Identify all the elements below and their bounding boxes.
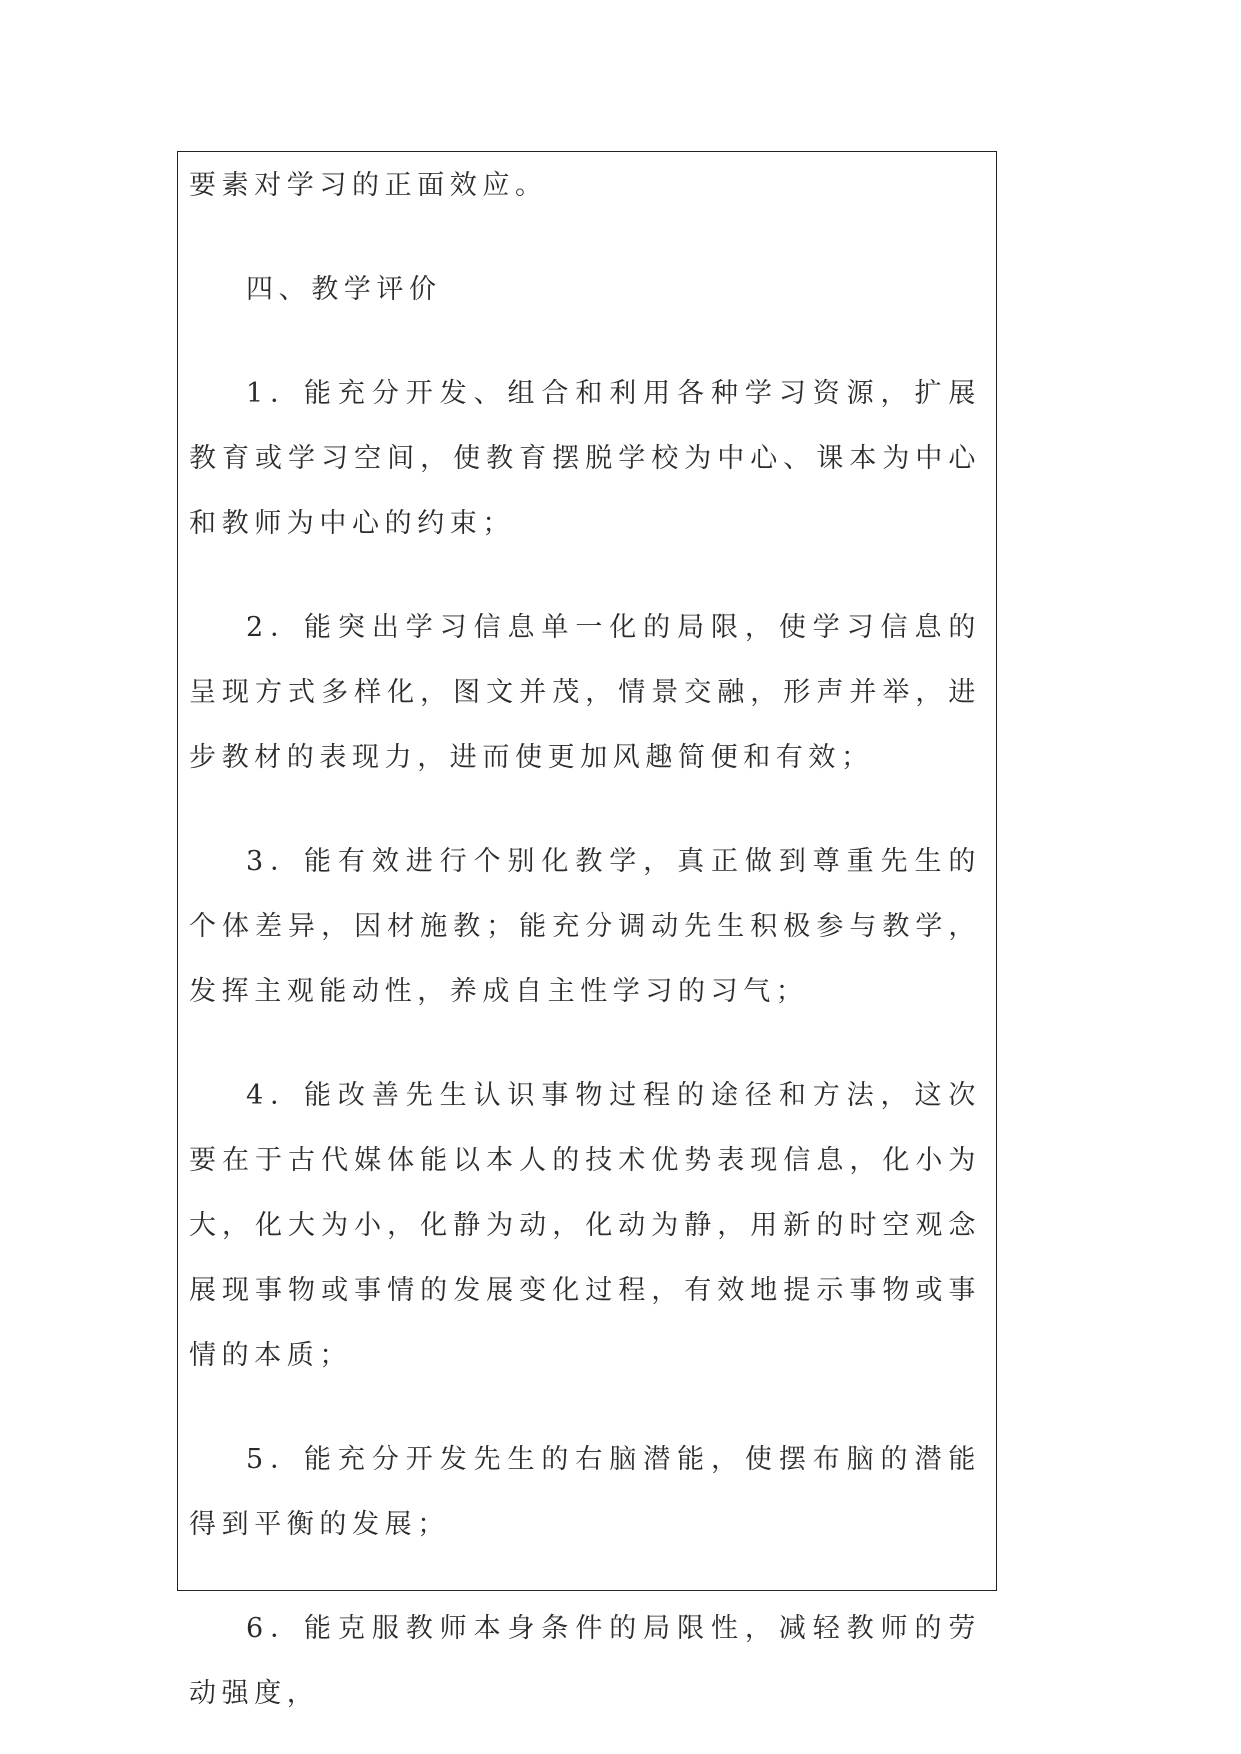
paragraph-item-1: 1．能充分开发、组合和利用各种学习资源，扩展教育或学习空间，使教育摆脱学校为中心、课本为中心和教师为中心的约束； xyxy=(189,378,981,539)
paragraph-gap xyxy=(189,1024,981,1063)
paragraph-gap xyxy=(189,790,981,829)
paragraph-item-5: 5．能充分开发先生的右脑潜能，使摆布脑的潜能得到平衡的发展； xyxy=(189,1444,981,1540)
paragraph-item-2: 2．能突出学习信息单一化的局限，使学习信息的呈现方式多样化，图文并茂，情景交融，形声并举，进步教材的表现力，进而使更加风趣简便和有效； xyxy=(189,612,981,773)
document-body xyxy=(189,152,981,1726)
paragraph-gap xyxy=(189,1388,981,1427)
paragraph-gap xyxy=(189,1557,981,1596)
paragraph-continuation: 要素对学习的正面效应。 xyxy=(189,170,548,201)
paragraph-gap xyxy=(189,218,981,257)
paragraph-item-6: 6．能克服教师本身条件的局限性，减轻教师的劳动强度， xyxy=(189,1613,981,1709)
paragraph-gap xyxy=(189,556,981,595)
paragraph-gap xyxy=(189,322,981,361)
paragraph-item-3: 3．能有效进行个别化教学，真正做到尊重先生的个体差异，因材施教；能充分调动先生积极参与教学，发挥主观能动性，养成自主性学习的习气； xyxy=(189,846,981,1007)
paragraph-item-4: 4．能改善先生认识事物过程的途径和方法，这次要在于古代媒体能以本人的技术优势表现信息，化小为大，化大为小，化静为动，化动为静，用新的时空观念展现事物或事情的发展变化过程，有效地提示事物或事情的本质； xyxy=(189,1080,981,1371)
page-frame xyxy=(177,151,997,1709)
section-heading-teaching-evaluation: 四、教学评价 xyxy=(246,274,442,305)
